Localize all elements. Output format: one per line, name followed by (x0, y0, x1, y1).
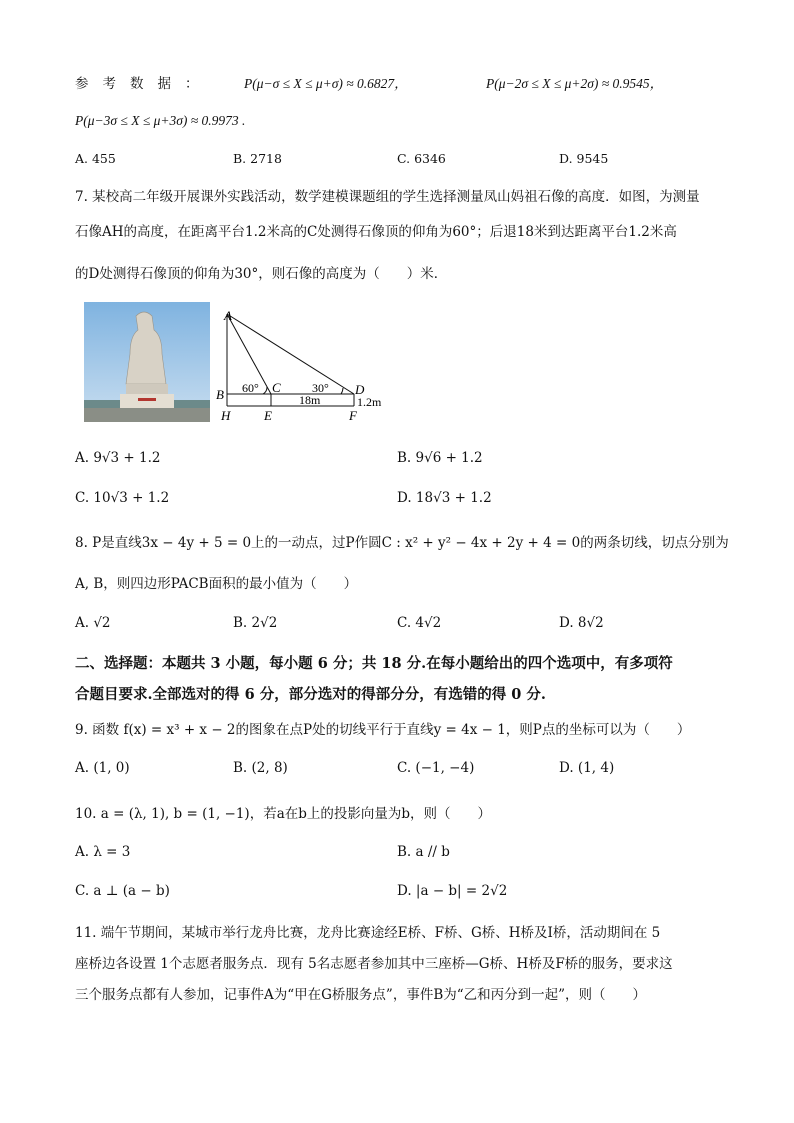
section2-heading-line-2: 合题目要求.全部选对的得 6 分，部分选对的得部分分，有选错的得 0 分. (75, 686, 546, 703)
q6-option-a: A. 455 (75, 151, 116, 166)
statue-photo (84, 302, 210, 422)
q9-option-b: B. (2, 8) (233, 760, 288, 776)
q6-option-d: D. 9545 (559, 151, 609, 166)
q8-option-a: A. √2 (75, 615, 111, 631)
distance-label: 18m (299, 393, 321, 407)
q9-option-d: D. (1, 4) (559, 760, 615, 776)
label-h: H (221, 408, 231, 423)
ref-label: 参考数据： (75, 76, 213, 92)
q8-option-d: D. 8√2 (559, 615, 604, 631)
q8-option-b: B. 2√2 (233, 615, 278, 631)
q7-stem-line-1: 7. 某校高二年级开展课外实践活动，数学建模课题组的学生选择测量凤山妈祖石像的高度．如图，为测量 (75, 189, 700, 205)
q9-option-c: C. (−1, −4) (397, 760, 475, 776)
label-b: B (216, 387, 224, 402)
geometry-figure (214, 306, 394, 424)
q8-stem-line-2: A, B，则四边形PACB面积的最小值为（ ） (75, 576, 358, 592)
q10-option-d: D. |a − b| = 2√2 (397, 883, 508, 899)
label-f: F (349, 408, 357, 423)
q11-stem-line-3: 三个服务点都有人参加，记事件A为“甲在G桥服务点”，事件B为“乙和丙分到一起”，则（ ） (75, 987, 647, 1003)
q7-option-c: C. 10√3 + 1.2 (75, 490, 170, 506)
q7-stem-line-2: 石像AH的高度，在距离平台1.2米高的C处测得石像顶的仰角为60°；后退18米到达距离平台1.2米高 (75, 224, 677, 240)
q7-stem-line-3: 的D处测得石像顶的仰角为30°，则石像的高度为（ ）米． (75, 266, 448, 282)
q6-option-b: B. 2718 (233, 151, 282, 166)
q7-option-a: A. 9√3 + 1.2 (75, 450, 161, 466)
height-label: 1.2m (357, 395, 382, 409)
section2-heading-line-1: 二、选择题：本题共 3 小题，每小题 6 分；共 18 分.在每小题给出的四个选项中，有多项符 (75, 655, 673, 672)
q10-option-a: A. λ = 3 (75, 844, 131, 860)
label-c: C (272, 380, 281, 395)
label-d: D (355, 382, 365, 397)
q6-option-c: C. 6346 (397, 151, 446, 166)
q8-stem-line-1: 8. P是直线3x − 4y + 5 = 0上的一动点，过P作圆C : x² + y² − 4x + 2y + 4 = 0的两条切线，切点分别为 (75, 535, 729, 551)
q11-stem-line-1: 11. 端午节期间，某城市举行龙舟比赛，龙舟比赛途经E桥、F桥、G桥、H桥及I桥，活动期间在 5 (75, 925, 661, 941)
q7-option-d: D. 18√3 + 1.2 (397, 490, 492, 506)
label-e: E (264, 408, 272, 423)
label-a: A (224, 308, 232, 323)
q8-option-c: C. 4√2 (397, 615, 442, 631)
q7-option-b: B. 9√6 + 1.2 (397, 450, 483, 466)
angle-60-label: 60° (242, 381, 259, 395)
angle-30-label: 30° (312, 381, 329, 395)
q9-option-a: A. (1, 0) (75, 760, 130, 776)
q10-stem: 10. a = (λ, 1), b = (1, −1)，若a在b上的投影向量为b，则（ ） (75, 806, 492, 822)
ref-formula-2: P(μ−2σ ≤ X ≤ μ+2σ) ≈ 0.9545， (486, 76, 664, 91)
q11-stem-line-2: 座桥边各设置 1个志愿者服务点．现有 5名志愿者参加其中三座桥—G桥、H桥及F桥的服务，要求这 (75, 956, 673, 972)
q10-option-c: C. a ⊥ (a − b) (75, 883, 170, 899)
ref-formula-1: P(μ−σ ≤ X ≤ μ+σ) ≈ 0.6827， (244, 76, 408, 91)
ref-formula-3: P(μ−3σ ≤ X ≤ μ+3σ) ≈ 0.9973 . (75, 113, 246, 128)
q9-stem: 9. 函数 f(x) = x³ + x − 2的图象在点P处的切线平行于直线y = 4x − 1，则P点的坐标可以为（ ） (75, 722, 691, 738)
q10-option-b: B. a // b (397, 844, 450, 860)
